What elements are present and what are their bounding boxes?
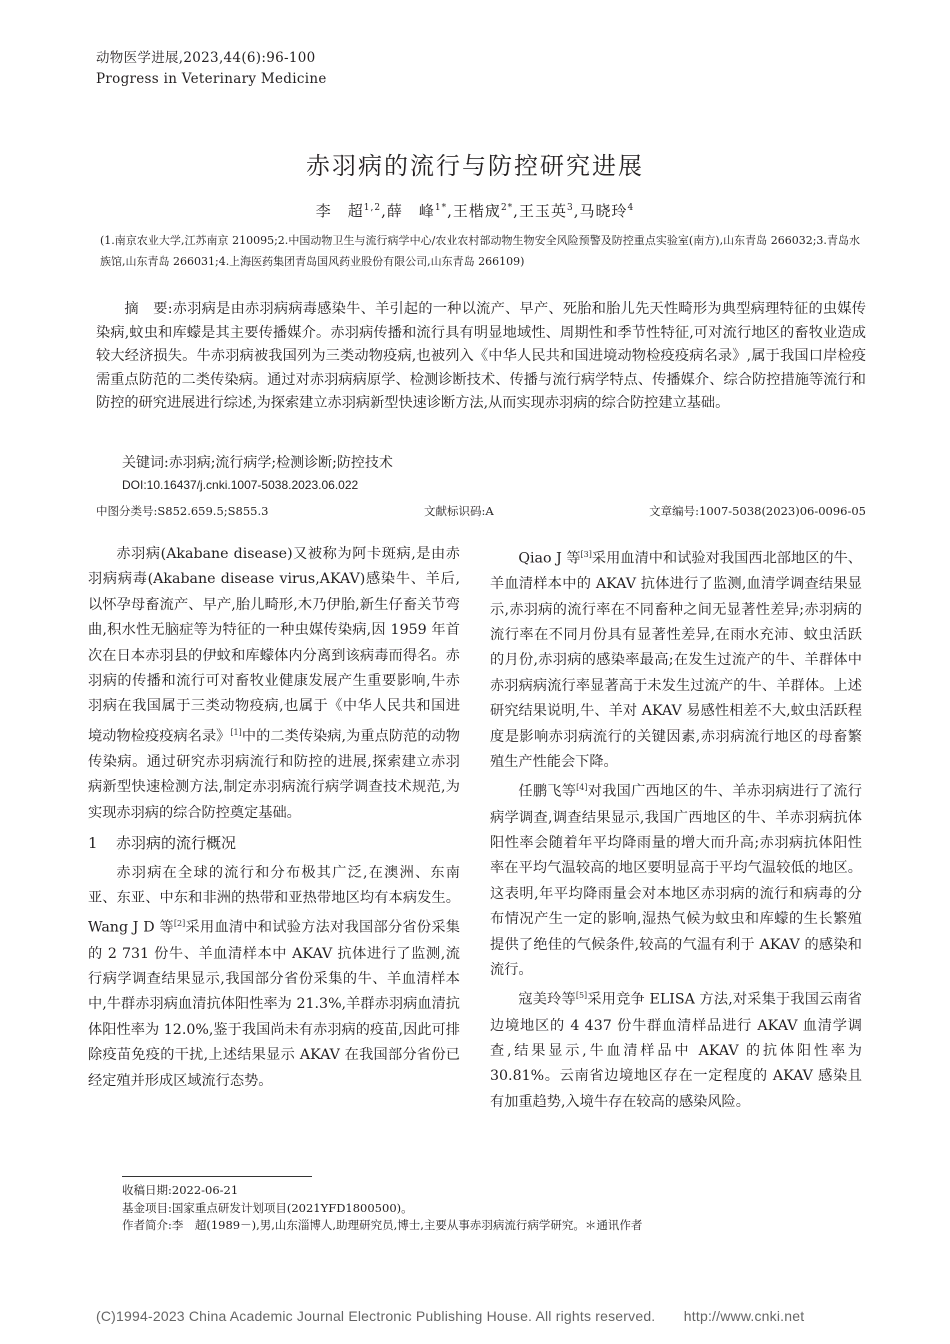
author-affiliation-mark: 2* <box>500 203 514 213</box>
author-affiliation-mark: 3 <box>566 203 574 213</box>
section-title: 赤羽病的流行概况 <box>116 834 237 853</box>
footnote-divider <box>122 1176 312 1177</box>
author-name: 薛 峰 <box>386 202 435 220</box>
article-number: 文章编号:1007-5038(2023)06-0096-05 <box>649 504 866 518</box>
intro-paragraph: 赤羽病(Akabane disease)又被称为阿卡斑病,是由赤羽病病毒(Akabane disease virus,AKAV)感染牛、羊后,以怀孕母畜流产、早产,胎儿畸形,木乃伊胎,新生仔畜关节弯曲,积水性无脑症等为特征的一种虫媒传染病,因 1959 年首次在日本赤羽县的伊蚊和库蠓体内分离到该病毒而得名。赤羽病的传播和流行可对畜牧业健康发展产生重要影响,牛赤羽病在我国属于三类动物疫病,也属于《中华人民共和国进境动物检疫疫病名录》[1]中的二类传染病,为重点防范的动物传染病。通过研究赤羽病流行和防控的进展,探索建立赤羽病新型快速检测方法,制定赤羽病流行病学调查技术规范,为实现赤羽病的综合防控奠定基础。 <box>88 546 460 821</box>
journal-citation: 动物医学进展,2023,44(6):96-100 <box>96 50 316 66</box>
running-header <box>96 48 327 90</box>
classification-row <box>96 503 866 519</box>
abstract: 摘 要:赤羽病是由赤羽病病毒感染牛、羊引起的一种以流产、早产、死胎和胎儿先天性畸形为典型病理特征的虫媒传染病,蚊虫和库蠓是其主要传播媒介。赤羽病传播和流行具有明显地域性、周期性和季节性特征,可对流行地区的畜牧业造成较大经济损失。牛赤羽病被我国列为三类动物疫病,也被列入《中华人民共和国进境动物检疫疫病名录》,属于我国口岸检疫需重点防范的二类传染病。通过对赤羽病病原学、检测诊断技术、传播与流行病学特点、传播媒介、综合防控措施等流行和防控的研究进展进行综述,为探索建立赤羽病新型快速诊断方法,从而实现赤羽病的综合防控建立基础。 <box>96 301 866 412</box>
citation-ref[interactable]: [1] <box>230 727 242 737</box>
left-column <box>88 542 460 1094</box>
affiliations: (1.南京农业大学,江苏南京 210095;2.中国动物卫生与流行病学中心/农业农村部动物生物安全风险预警及防控重点实验室(南方),山东青岛 266032;3.青岛水族馆,山东青岛 266031;4.上海医药集团青岛国风药业股份有限公司,山东青岛 266109) <box>100 234 860 268</box>
body-paragraph: 寇美玲等[5]采用竞争 ELISA 方法,对采集于我国云南省边境地区的 4 437 份牛群血清样品进行 AKAV 血清学调查,结果显示,牛血清样品中 AKAV 的抗体阳性率为 30.81%。云南省边境地区存在一定程度的 AKAV 感染且有加重趋势,入境牛存在较高的感染风险。 <box>490 991 862 1110</box>
body-paragraph: 赤羽病在全球的流行和分布极其广泛,在澳洲、东南亚、东亚、中东和非洲的热带和亚热带地区均有本病发生。Wang J D 等[2]采用血清中和试验方法对我国部分省份采集的 2 731 份牛、羊血清样本中 AKAV 抗体进行了监测,流行病学调查结果显示,我国部分省份采集的牛、羊血清样本中,牛群赤羽病血清抗体阳性率为 21.3%,羊群赤羽病血清抗体阳性率为 12.0%,鉴于我国尚未有赤羽病的疫苗,因此可排除疫苗免疫的干扰,上述结果显示 AKAV 在我国部分省份已经定殖并形成区域流行态势。 <box>88 864 460 1089</box>
author-affiliation-mark: 1,2 <box>363 203 382 213</box>
author-name: 马晓玲 <box>579 202 628 220</box>
document-code: 文献标识码:A <box>423 504 494 518</box>
author-name: 王玉英 <box>518 202 567 220</box>
keywords-label: 关键词 <box>122 455 164 471</box>
keywords: 关键词:赤羽病;流行病学;检测诊断;防控技术 <box>122 455 393 471</box>
citation-ref[interactable]: [2] <box>173 919 186 929</box>
citation-ref[interactable]: [5] <box>575 991 588 1001</box>
citation-ref[interactable]: [3] <box>580 550 592 559</box>
body-paragraph: Qiao J 等[3]采用血清中和试验对我国西北部地区的牛、羊血清样本中的 AKAV 抗体进行了监测,血清学调查结果显示,赤羽病的流行率在不同畜种之间无显著性差异;赤羽病的流行率在不同月份具有显著性差异,在雨水充沛、蚊虫活跃的月份,赤羽病的感染率最高;在发生过流产的牛、羊群体中赤羽病病流行率显著高于未发生过流产的牛、羊群体。上述研究结果说明,牛、羊对 AKAV 易感性相差不大,蚊虫活跃程度是影响赤羽病流行的关键因素,赤羽病流行地区的母畜繁殖生产性能会下降。 <box>490 550 862 770</box>
author-list: 李 超$^{1,2}$,薛 峰$^{1*}$,王楷宬$^{2*}$,王玉英$^3$,马晓玲$^4$ <box>315 202 635 220</box>
right-column <box>490 542 862 1115</box>
received-date: 收稿日期:2022-06-21 <box>122 1183 239 1197</box>
article-title: 赤羽病的流行与防控研究进展 <box>306 152 644 180</box>
section-heading <box>88 831 460 856</box>
author-affiliation-mark: 1* <box>434 203 448 213</box>
journal-english-name: Progress in Veterinary Medicine <box>96 71 327 87</box>
author-name: 李 超 <box>315 202 364 220</box>
section-number: 1 <box>88 834 98 853</box>
author-bio: 作者简介:李 超(1989－),男,山东淄博人,助理研究员,博士,主要从事赤羽病流行病学研究。＊通讯作者 <box>122 1218 643 1232</box>
copyright-footer: (C)1994-2023 China Academic Journal Electronic Publishing House. All rights reserved. http://www.cnki.net <box>96 1308 805 1324</box>
body-paragraph: 任鹏飞等[4]对我国广西地区的牛、羊赤羽病进行了流行病学调查,调查结果显示,我国广西地区的牛、羊赤羽病抗体阳性率会随着年平均降雨量的增大而升高;赤羽病抗体阳性率在平均气温较高的地区要明显高于平均气温较低的地区。这表明,年平均降雨量会对本地区赤羽病的流行和病毒的分布情况产生一定的影响,湿热气候为蚊虫和库蠓的生长繁殖提供了绝佳的气候条件,较高的气温有利于 AKAV 的感染和流行。 <box>490 783 862 978</box>
citation-ref[interactable]: [4] <box>576 783 588 793</box>
abstract-text: 赤羽病是由赤羽病病毒感染牛、羊引起的一种以流产、早产、死胎和胎儿先天性畸形为典型病理特征的虫媒传染病,蚊虫和库蠓是其主要传播媒介。赤羽病传播和流行具有明显地域性、周期性和季节性特征,可对流行地区的畜牧业造成较大经济损失。牛赤羽病被我国列为三类动物疫病,也被列入《中华人民共和国进境动物检疫疫病名录》,属于我国口岸检疫需重点防范的二类传染病。通过对赤羽病病原学、检测诊断技术、传播与流行病学特点、传播媒介、综合防控措施等流行和防控的研究进展进行综述,为探索建立赤羽病新型快速诊断方法,从而实现赤羽病的综合防控建立基础。 <box>96 301 866 412</box>
fund-info: 基金项目:国家重点研发计划项目(2021YFD1800500)。 <box>122 1200 413 1215</box>
keywords-text: 赤羽病;流行病学;检测诊断;防控技术 <box>168 455 393 471</box>
clc-number: 中图分类号:S852.659.5;S855.3 <box>96 504 269 518</box>
footnotes <box>122 1182 642 1235</box>
author-affiliation-mark: 4 <box>627 203 635 213</box>
doi[interactable]: DOI:10.16437/j.cnki.1007-5038.2023.06.022 <box>122 478 359 492</box>
author-name: 王楷宬 <box>452 202 501 220</box>
abstract-label: 摘 要 <box>124 301 168 317</box>
